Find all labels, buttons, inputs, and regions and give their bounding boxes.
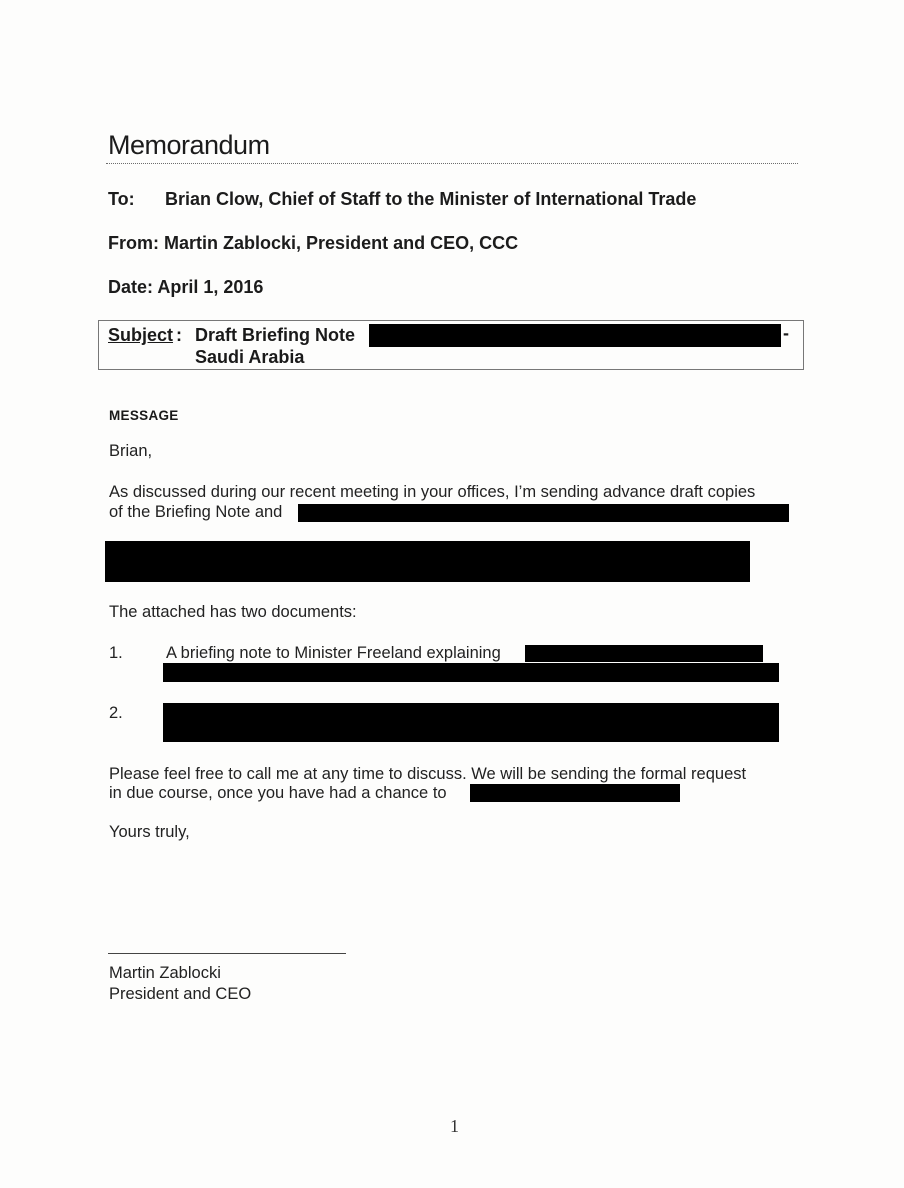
item-1-number: 1. (109, 644, 123, 662)
signature-line (108, 953, 346, 954)
message-label: MESSAGE (109, 408, 179, 423)
item-2-number: 2. (109, 704, 123, 722)
subject-trailing-dash: - (783, 323, 789, 343)
redaction-paragraph-1 (298, 504, 789, 522)
subject-redaction (369, 324, 781, 347)
redaction-item-1-a (525, 645, 763, 662)
to-value: Brian Clow, Chief of Staff to the Minister of International Trade (165, 189, 697, 209)
to-line (108, 189, 696, 210)
redaction-block-paragraph-2 (105, 541, 750, 582)
subject-label: Subject (108, 325, 174, 345)
subject-box (98, 320, 804, 370)
redaction-paragraph-3 (470, 784, 680, 802)
from-line (108, 233, 518, 254)
page-number: 1 (450, 1116, 459, 1136)
date-label: Date: (108, 277, 154, 297)
salutation: Brian, (109, 442, 153, 460)
paragraph-3-line-1: Please feel free to call me at any time to discuss. We will be sending the formal request (109, 765, 747, 783)
date-line (108, 277, 263, 298)
memo-title: Memorandum (108, 130, 270, 160)
date-value: April 1, 2016 (157, 277, 264, 297)
signatory-name: Martin Zablocki (109, 964, 221, 982)
paragraph-3-line-2: in due course, once you have had a chance to (109, 784, 447, 802)
attachments-intro: The attached has two documents: (109, 603, 357, 621)
item-1-text: A briefing note to Minister Freeland explaining (166, 644, 501, 662)
signatory-title: President and CEO (109, 985, 252, 1003)
subject-line-1: Draft Briefing Note (195, 325, 356, 345)
paragraph-1-line-1: As discussed during our recent meeting in your offices, I’m sending advance draft copies (109, 483, 756, 501)
redaction-item-1-b (163, 663, 779, 682)
from-value: Martin Zablocki, President and CEO, CCC (164, 233, 519, 253)
from-label: From: (108, 233, 159, 253)
subject-colon: : (176, 325, 182, 345)
paragraph-1-line-2: of the Briefing Note and (109, 503, 283, 521)
title-divider (106, 163, 798, 164)
to-label: To: (108, 189, 135, 209)
closing: Yours truly, (109, 823, 190, 841)
subject-line-2: Saudi Arabia (195, 347, 305, 367)
redaction-item-2 (163, 703, 779, 742)
